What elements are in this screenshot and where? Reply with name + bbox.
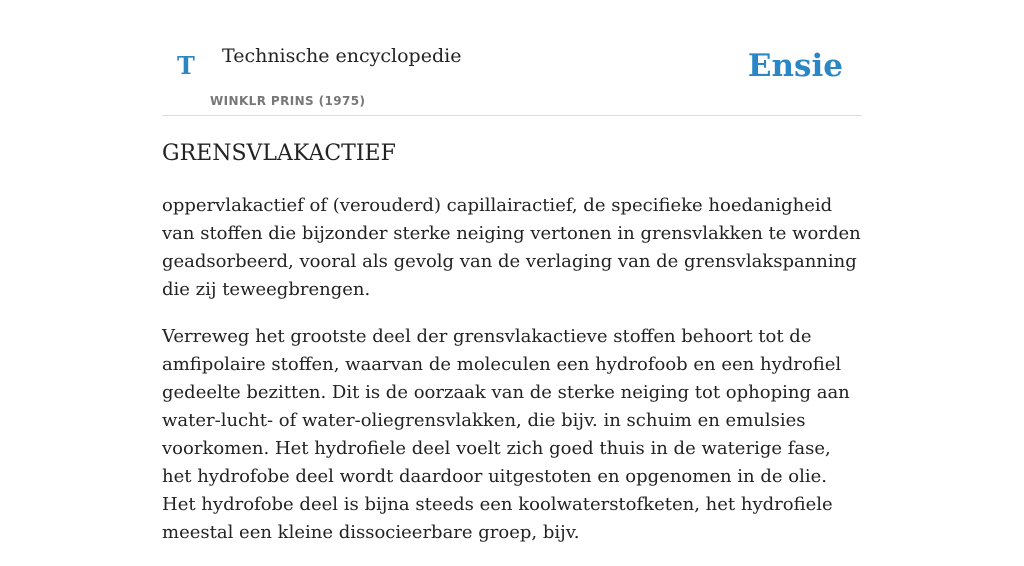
encyclopedia-title[interactable]: Technische encyclopedie <box>222 45 462 67</box>
site-logo[interactable]: Ensie <box>747 48 843 84</box>
article-paragraph: Verreweg het grootste deel der grensvlakactieve stoffen behoort tot de amfipolaire stoffen, waarvan de moleculen een hydrofoob en een hydrofiel gedeelte bezitten. Dit is de oorzaak van de sterke neiging tot ophoping aan water-lucht- of water-oliegrensvlakken, die bijv. in schuim en emulsies voorkomen. Het hydrofiele deel voelt zich goed thuis in de waterige fase, het hydrofobe deel wordt daardoor uitgestoten en opgenomen in de olie. Het hydrofobe deel is bijna steeds een koolwaterstofketen, het hydrofiele meestal een kleine dissocieerbare groep, bijv. <box>162 326 850 543</box>
article-paragraph: oppervlakactief of (verouderd) capillairactief, de specifieke hoedanigheid van stoffen die bijzonder sterke neiging vertonen in grensvlakken te worden geadsorbeerd, vooral als gevolg van de verlaging van de grensvlakspanning die zij teweegbrengen. <box>162 195 861 300</box>
encyclopedia-icon: T <box>177 51 195 80</box>
source-label: WINKLR PRINS (1975) <box>210 94 366 108</box>
page-header <box>162 0 862 116</box>
article-page <box>162 0 862 543</box>
article-body <box>162 192 862 566</box>
article-title: GRENSVLAKACTIEF <box>162 141 396 166</box>
